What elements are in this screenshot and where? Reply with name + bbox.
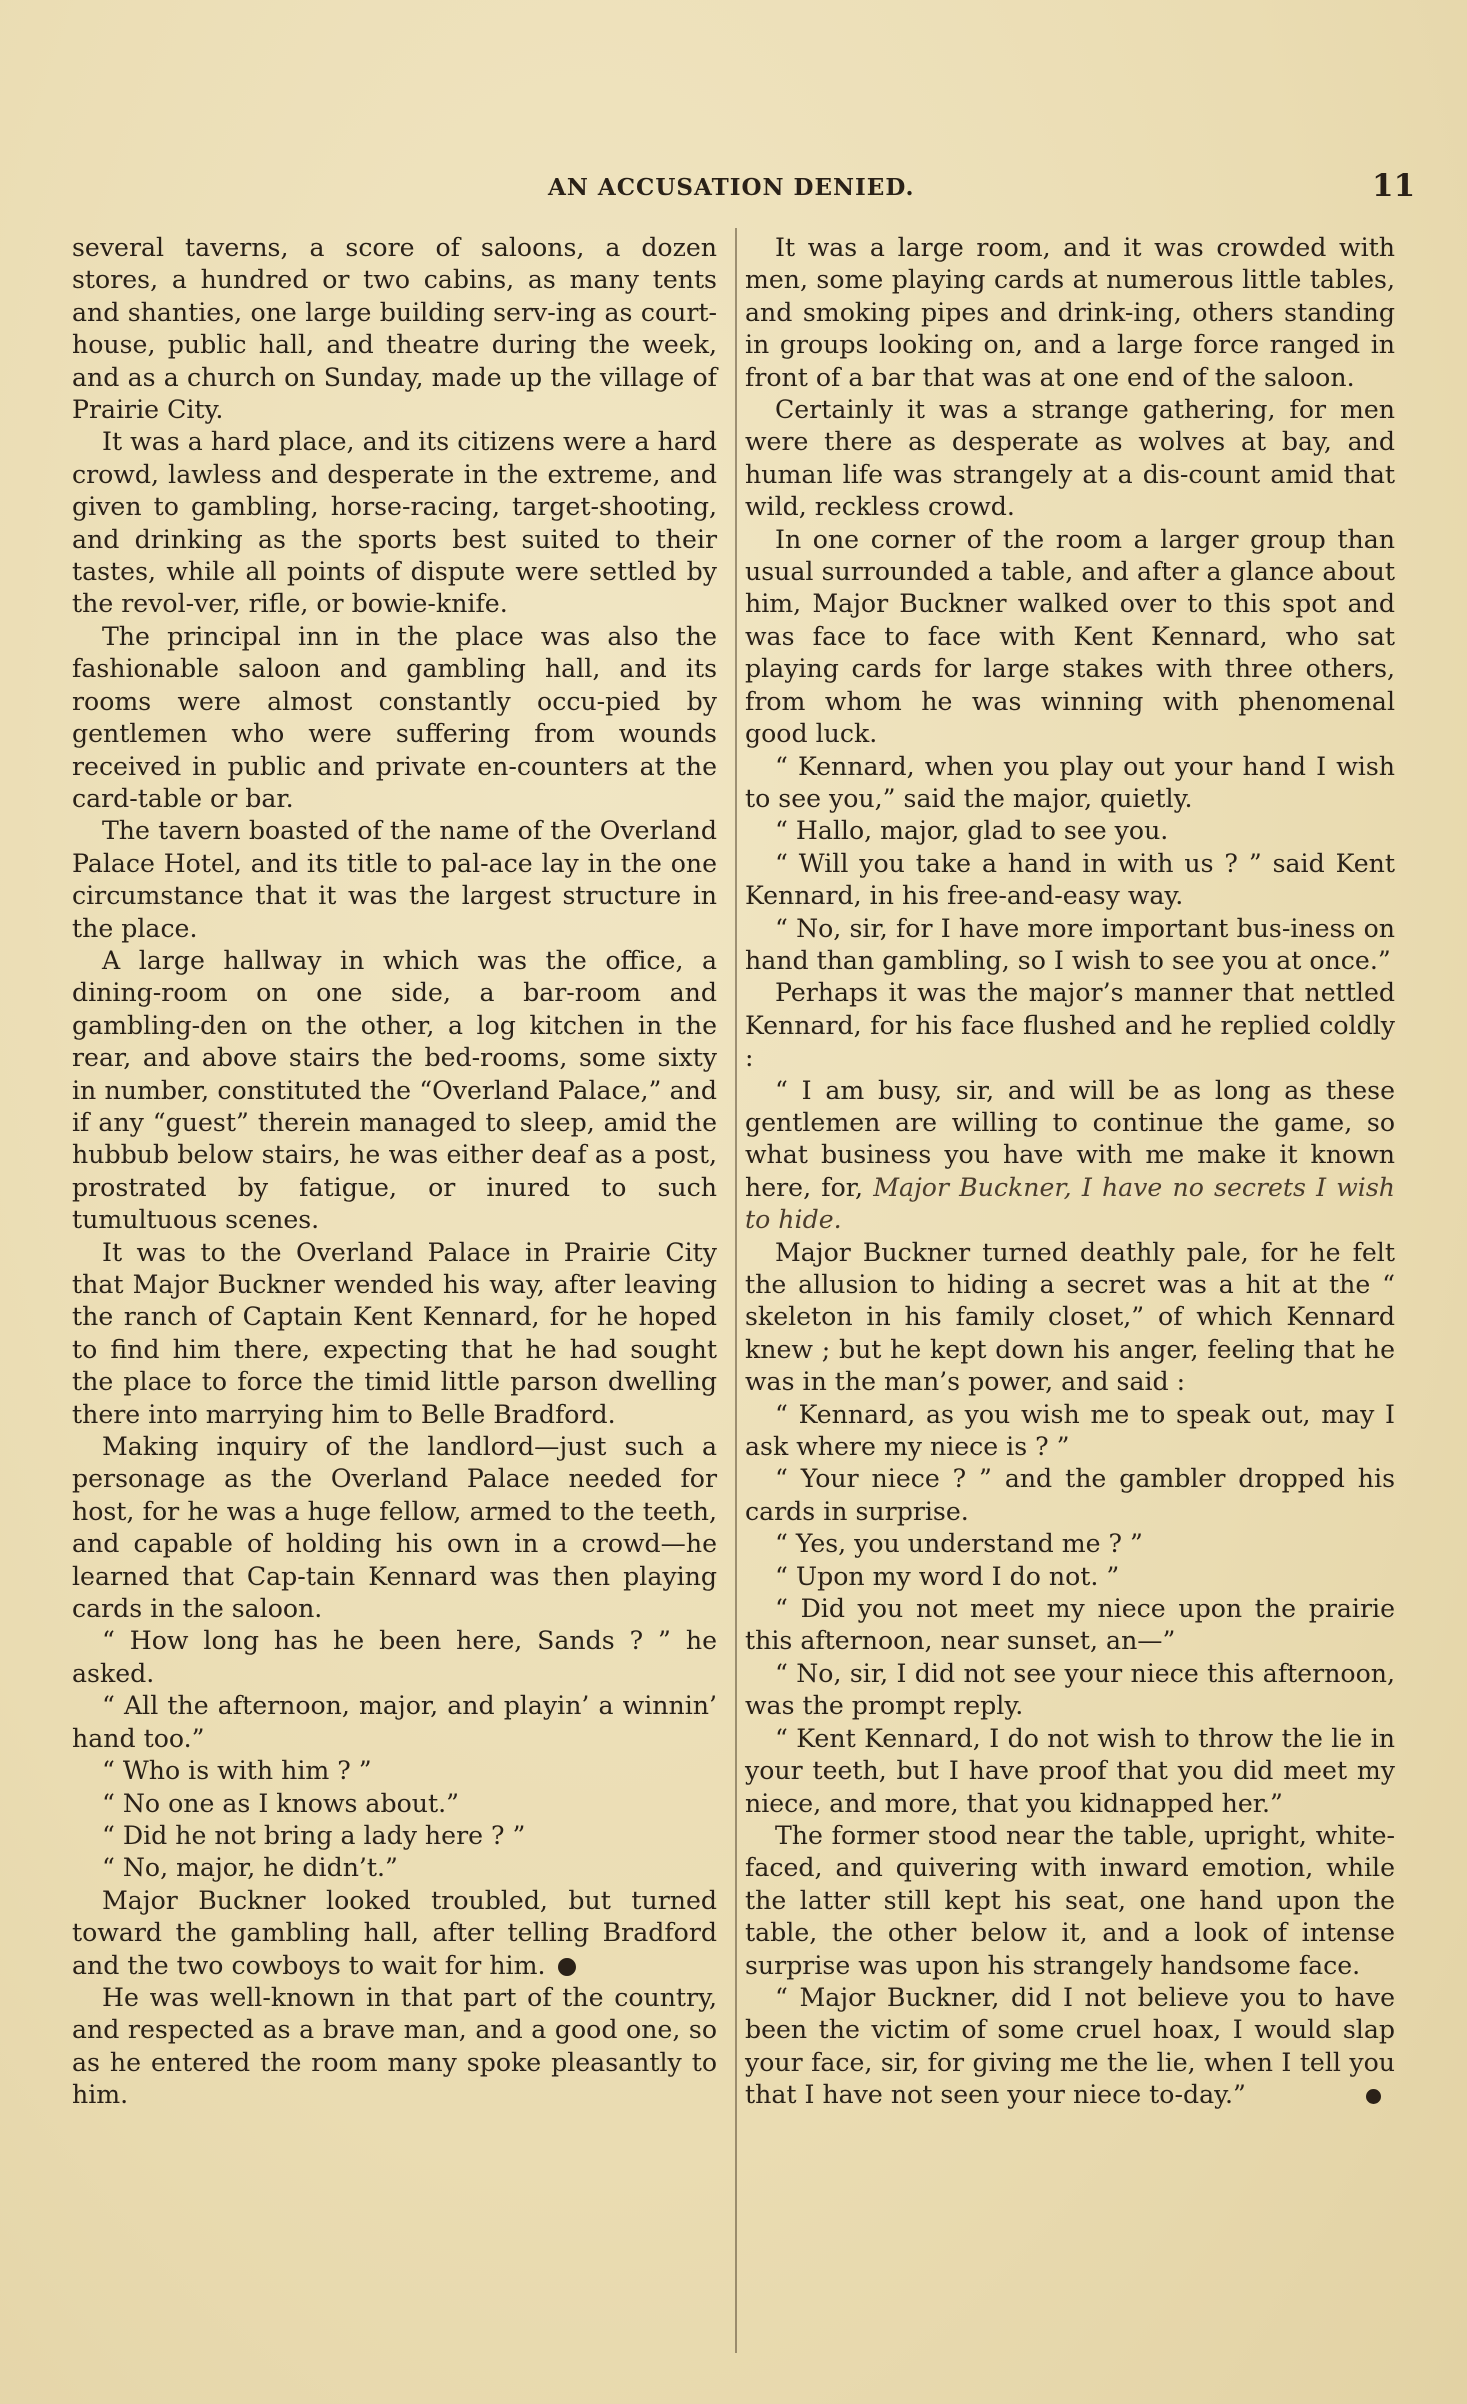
dialogue-line: “ Hallo, major, glad to see you. bbox=[775, 816, 1169, 846]
paragraph: Making inquiry of the landlord—just such a personage as the Overland Palace needed for host, for he was a huge fellow, armed to the teeth, and capable of holding his own in a crowd—he learned that Cap-tain Kennard was then playing cards in the saloon. bbox=[72, 1432, 717, 1624]
dialogue-line: “ No, major, he didn’t.” bbox=[102, 1853, 398, 1883]
dialogue-line: “ Did he not bring a lady here ? ” bbox=[102, 1820, 526, 1850]
paragraph: Certainly it was a strange gathering, for men were there as desperate as wolves at bay, and human life was strangely at a dis-count amid that wild, reckless crowd. bbox=[745, 395, 1395, 522]
dialogue-line bbox=[745, 1075, 1395, 1237]
paragraph-text: Major Buckner looked troubled, but turned toward the gambling hall, after telling Bradford and the two cowboys to wait for him. bbox=[72, 1885, 717, 1980]
paragraph: It was a large room, and it was crowded with men, some playing cards at numerous little tables, and smoking pipes and drink-ing, others standing in groups looking on, and a large force ranged in front of a bar that was at one end of the saloon. bbox=[745, 233, 1395, 392]
paragraph: The former stood near the table, upright, white-faced, and quivering with inward emotion, while the latter still kept his seat, one hand upon the table, the other below it, and a look of intense surprise was upon his strangely handsome face. bbox=[745, 1820, 1395, 1980]
dialogue-line: “ Kennard, when you play out your hand I wish to see you,” said the major, quietly. bbox=[745, 751, 1395, 813]
paragraph: several taverns, a score of saloons, a dozen stores, a hundred or two cabins, as many tents and shanties, one large building serv-ing as court-house, public hall, and theatre during the week, and as a church on Sunday, made up the village of Prairie City. bbox=[72, 233, 717, 425]
dialogue-line: “ Kent Kennard, I do not wish to throw the lie in your teeth, but I have proof that you did meet my niece, and more, that you kidnapped her.” bbox=[745, 1723, 1395, 1818]
ornament-dot-icon bbox=[1366, 2089, 1381, 2104]
dialogue-line: “ How long has he been here, Sands ? ” he asked. bbox=[72, 1626, 717, 1688]
page-header bbox=[0, 168, 1467, 208]
paragraph: Perhaps it was the major’s manner that nettled Kennard, for his face flushed and he replied coldly : bbox=[745, 978, 1395, 1073]
paragraph: Major Buckner turned deathly pale, for he felt the allusion to hiding a secret was a hit at the “ skeleton in his family closet,” of which Kennard knew ; but he kept down his anger, feeling that he was in the man’s power, and said : bbox=[745, 1237, 1395, 1397]
paragraph: The tavern boasted of the name of the Overland Palace Hotel, and its title to pal-ace lay in the one circumstance that it was the largest structure in the place. bbox=[72, 816, 717, 943]
dialogue-line: “ Yes, you understand me ? ” bbox=[775, 1529, 1143, 1559]
dialogue-line: “ Kennard, as you wish me to speak out, may I ask where my niece is ? ” bbox=[745, 1399, 1395, 1462]
running-title: AN ACCUSATION DENIED. bbox=[548, 174, 915, 201]
paragraph: A large hallway in which was the office, a dining-room on one side, a bar-room and gambling-den on the other, a log kitchen in the rear, and above stairs the bed-rooms, some sixty in number, constituted the “Overland Palace,” and if any “guest” therein managed to sleep, amid the hubbub below stairs, he was either deaf as a post, prostrated by fatigue, or inured to such tumultuous scenes. bbox=[72, 945, 717, 1235]
dialogue-text: “ I am busy, sir, and will be as long as these gentlemen are willing to continue the game, so what business you have with me make it known here, for, bbox=[745, 1075, 1395, 1202]
left-column bbox=[72, 232, 717, 2112]
dialogue-line: “ All the afternoon, major, and playin’ a winnin’ hand too.” bbox=[72, 1691, 717, 1753]
paragraph bbox=[72, 1885, 717, 1982]
column-rule bbox=[735, 228, 737, 2353]
dialogue-line: “ No, sir, I did not see your niece this afternoon, was the prompt reply. bbox=[745, 1658, 1395, 1721]
dialogue-line: “ Will you take a hand in with us ? ” said Kent Kennard, in his free-and-easy way. bbox=[745, 848, 1395, 911]
dialogue-line: “ Did you not meet my niece upon the prairie this afternoon, near sunset, an—” bbox=[745, 1594, 1395, 1656]
dialogue-line: “ Your niece ? ” and the gambler dropped his cards in surprise. bbox=[745, 1464, 1395, 1526]
dialogue-line: “ Who is with him ? ” bbox=[102, 1756, 372, 1786]
paragraph: The principal inn in the place was also the fashionable saloon and gambling hall, and its rooms were almost constantly occu-pied by gentlemen who were suffering from wounds received in public and private en-counters at the card-table or bar. bbox=[72, 621, 717, 813]
paragraph: It was a hard place, and its citizens were a hard crowd, lawless and desperate in the extreme, and given to gambling, horse-racing, target-shooting, and drinking as the sports best suited to their tastes, while all points of dispute were settled by the revol-ver, rifle, or bowie-knife. bbox=[72, 427, 717, 619]
paragraph: It was to the Overland Palace in Prairie City that Major Buckner wended his way, after leaving the ranch of Captain Kent Kennard, for he hoped to find him there, expecting that he had sought the place to force the timid little parson dwelling there into marrying him to Belle Bradford. bbox=[72, 1237, 717, 1429]
page-number: 11 bbox=[1372, 168, 1416, 204]
right-column bbox=[745, 232, 1395, 2112]
dialogue-line: “ Upon my word I do not. ” bbox=[775, 1561, 1120, 1591]
dialogue-text: “ Major Buckner, did I not believe you to have been the victim of some cruel hoax, I would slap your face, sir, for giving me the lie, when I tell you that I have not seen your niece to-day.” bbox=[745, 1982, 1395, 2110]
paragraph: In one corner of the room a larger group than usual surrounded a table, and after a glance about him, Major Buckner walked over to this spot and was face to face with Kent Kennard, who sat playing cards for large stakes with three others, from whom he was winning with phenomenal good luck. bbox=[745, 524, 1395, 749]
paragraph: He was well-known in that part of the country, and respected as a brave man, and a good one, so as he entered the room many spoke pleasantly to him. bbox=[72, 1982, 717, 2110]
dialogue-line: “ No, sir, for I have more important bus-iness on hand than gambling, so I wish to see you at once.” bbox=[745, 913, 1395, 975]
dialogue-line bbox=[745, 1982, 1395, 2112]
ornament-dot-icon bbox=[558, 1958, 576, 1976]
italic-text: Major Buckner, I have no secrets I wish to hide. bbox=[745, 1172, 1395, 1235]
dialogue-line: “ No one as I knows about.” bbox=[102, 1788, 459, 1818]
